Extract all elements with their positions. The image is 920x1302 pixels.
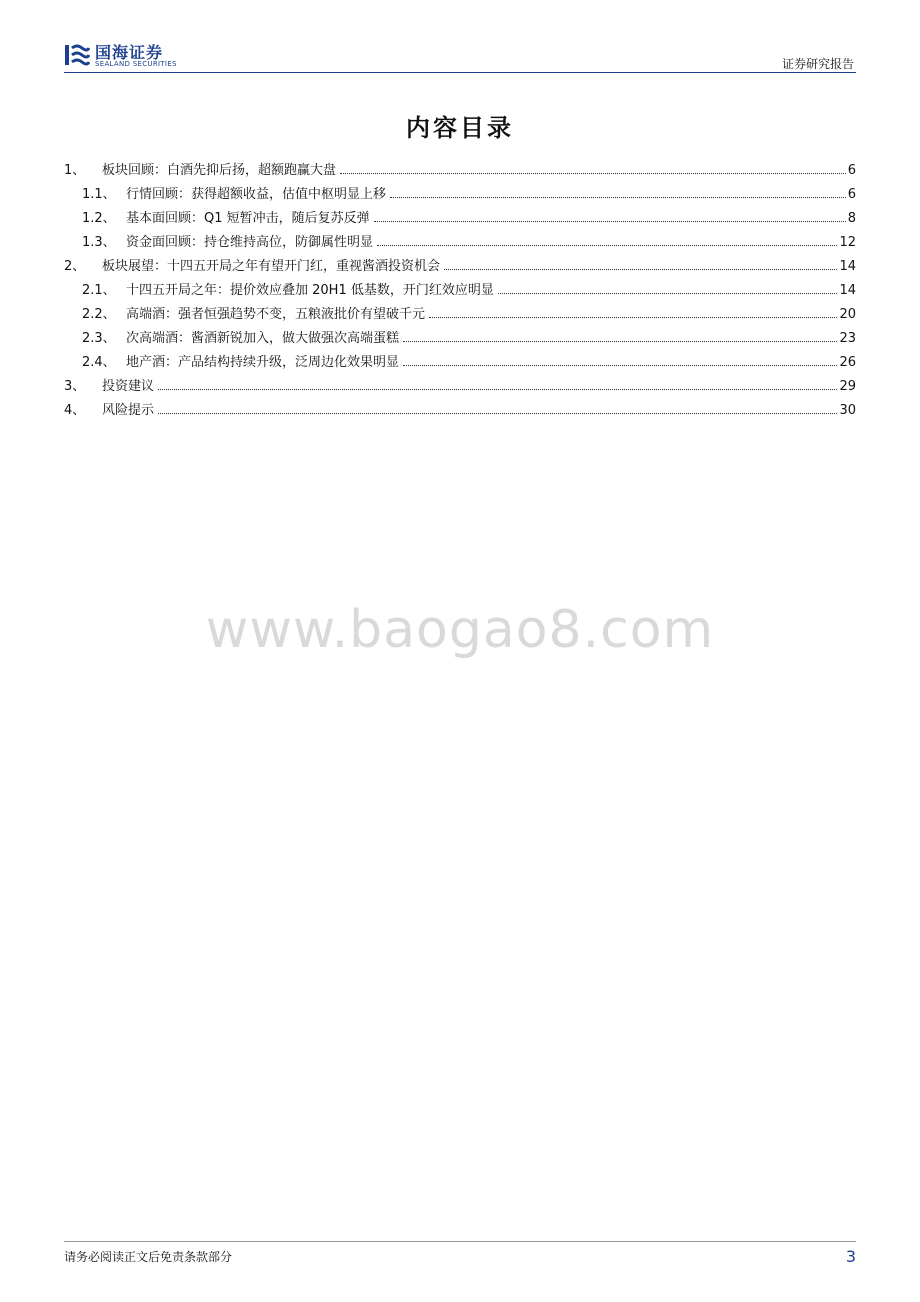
sealand-logo-icon — [64, 42, 90, 68]
footer-disclaimer: 请务必阅读正文后免责条款部分 — [64, 1250, 233, 1264]
toc-leader-dots — [158, 412, 837, 414]
watermark: www.baogao8.com — [205, 600, 715, 660]
footer-divider — [64, 1241, 856, 1242]
toc-entry-title: 板块展望：十四五开局之年有望开门红，重视酱酒投资机会 — [102, 259, 441, 274]
toc-leader-dots — [403, 364, 837, 366]
toc-entry[interactable] — [64, 178, 856, 202]
toc-entry[interactable] — [64, 298, 856, 322]
company-logo — [64, 40, 184, 72]
toc-entry-page: 20 — [839, 307, 856, 322]
toc-leader-dots — [444, 268, 837, 270]
toc-entry[interactable] — [64, 346, 856, 370]
toc-entry-number: 2.3、 — [82, 331, 116, 346]
toc-entry-number: 1.3、 — [82, 235, 116, 250]
toc-entry-number: 3、 — [64, 379, 86, 394]
toc-entry-title: 板块回顾：白酒先抑后扬，超额跑赢大盘 — [102, 163, 337, 178]
toc-entry-number: 2、 — [64, 259, 86, 274]
toc-leader-dots — [377, 244, 837, 246]
page-header — [64, 40, 856, 74]
toc-entry-title: 十四五开局之年：提价效应叠加 20H1 低基数，开门红效应明显 — [126, 283, 494, 298]
toc-leader-dots — [158, 388, 837, 390]
page-number: 3 — [845, 1247, 856, 1266]
toc-entry-title: 次高端酒：酱酒新锐加入，做大做强次高端蛋糕 — [126, 331, 400, 346]
report-type-label: 证券研究报告 — [781, 57, 854, 71]
toc-entry[interactable] — [64, 250, 856, 274]
toc-entry-number: 2.2、 — [82, 307, 116, 322]
toc-entry-page: 12 — [839, 235, 856, 250]
toc-entry[interactable] — [64, 274, 856, 298]
table-of-contents — [64, 154, 856, 418]
toc-leader-dots — [390, 196, 846, 198]
toc-entry-number: 2.1、 — [82, 283, 116, 298]
logo-english-name: SEALAND SECURITIES — [95, 60, 177, 68]
toc-leader-dots — [403, 340, 837, 342]
toc-entry-title: 资金面回顾：持仓维持高位，防御属性明显 — [126, 235, 374, 250]
toc-entry[interactable] — [64, 226, 856, 250]
toc-entry[interactable] — [64, 154, 856, 178]
toc-entry[interactable] — [64, 322, 856, 346]
toc-entry-number: 1、 — [64, 163, 86, 178]
page-title: 内容目录 — [406, 114, 514, 142]
toc-entry-page: 14 — [839, 259, 856, 274]
toc-entry-page: 6 — [847, 163, 856, 178]
toc-leader-dots — [340, 172, 846, 174]
toc-entry-number: 4、 — [64, 403, 86, 418]
toc-entry-page: 26 — [839, 355, 856, 370]
toc-entry-title: 地产酒：产品结构持续升级，泛周边化效果明显 — [126, 355, 400, 370]
toc-entry-title: 投资建议 — [102, 379, 155, 394]
toc-entry-page: 8 — [847, 211, 856, 226]
toc-entry-title: 基本面回顾：Q1 短暂冲击，随后复苏反弹 — [126, 211, 370, 226]
toc-entry-page: 14 — [839, 283, 856, 298]
toc-entry-page: 29 — [839, 379, 856, 394]
toc-leader-dots — [498, 292, 838, 294]
toc-entry[interactable] — [64, 394, 856, 418]
toc-entry-page: 30 — [839, 403, 856, 418]
toc-entry-page: 6 — [847, 187, 856, 202]
logo-chinese-name: 国海证券 — [95, 43, 164, 62]
toc-entry-title: 风险提示 — [102, 403, 155, 418]
toc-entry[interactable] — [64, 370, 856, 394]
toc-entry-number: 1.1、 — [82, 187, 116, 202]
toc-entry-title: 行情回顾：获得超额收益，估值中枢明显上移 — [126, 187, 387, 202]
toc-entry-number: 1.2、 — [82, 211, 116, 226]
toc-leader-dots — [374, 220, 846, 222]
header-divider — [64, 72, 856, 73]
toc-entry-number: 2.4、 — [82, 355, 116, 370]
toc-entry-page: 23 — [839, 331, 856, 346]
toc-entry-title: 高端酒：强者恒强趋势不变，五粮液批价有望破千元 — [126, 307, 426, 322]
toc-leader-dots — [429, 316, 837, 318]
toc-entry[interactable] — [64, 202, 856, 226]
